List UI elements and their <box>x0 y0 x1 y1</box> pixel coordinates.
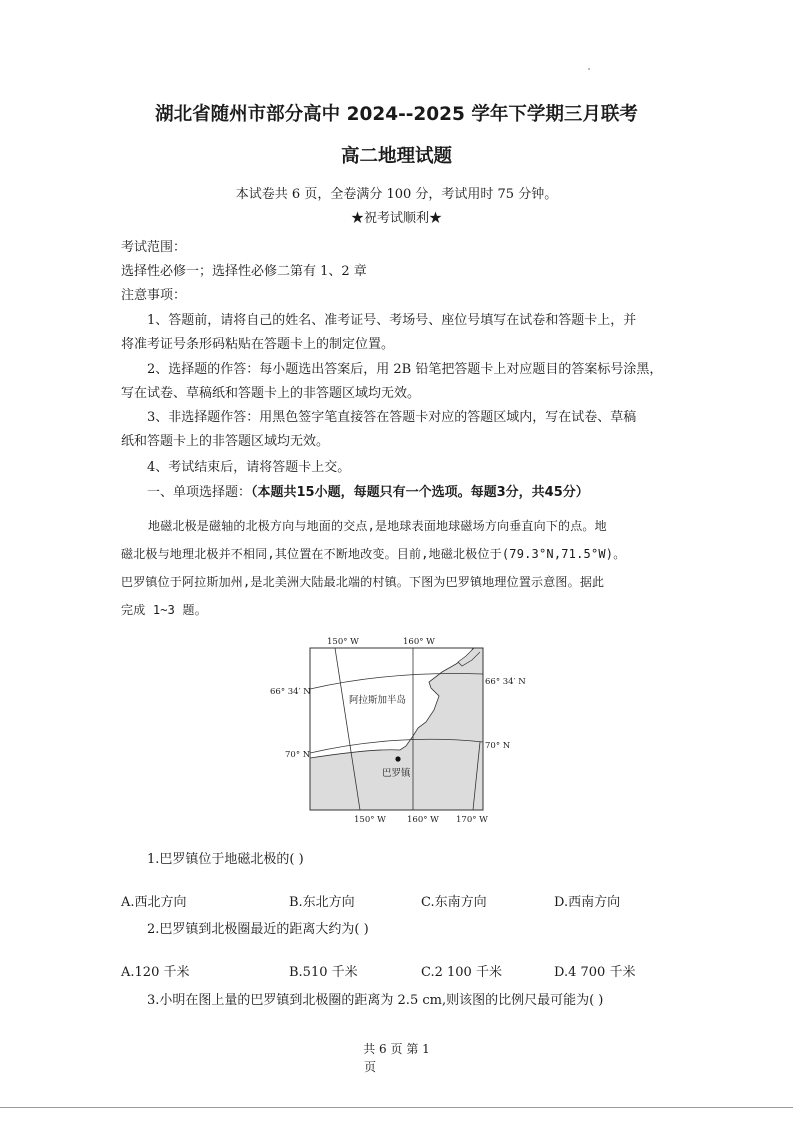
note-2-line-1: 2、选择题的作答：每小题选出答案后，用 2B 铅笔把答题卡上对应题目的答案标号涂黑， <box>147 362 663 377</box>
barrow-location-map <box>266 632 526 828</box>
exam-info: 本试卷共 6 页，全卷满分 100 分，考试用时 75 分钟。 <box>235 187 558 202</box>
question-1-stem: 1.巴罗镇位于地磁北极的( ) <box>147 852 304 867</box>
scope-content: 选择性必修一；选择性必修二第有 1、2 章 <box>121 264 367 279</box>
exam-subtitle: 高二地理试题 <box>340 146 452 167</box>
page-footer-line-2: 页 <box>363 1060 376 1074</box>
left-lat-arctic: 66° 34′ N <box>270 687 311 697</box>
passage-line-4: 完成 1~3 题。 <box>121 603 207 617</box>
section-prefix: 一、单项选择题： <box>147 485 252 500</box>
question-2-stem: 2.巴罗镇到北极圈最近的距离大约为( ) <box>147 922 369 937</box>
page-bottom-rule <box>0 1107 793 1108</box>
note-3-line-1: 3、非选择题作答：用黑色签字笔直接答在答题卡对应的答题区域内，写在试卷、草稿 <box>147 410 637 425</box>
bottom-lon-160: 160° W <box>407 815 439 825</box>
q1-option-d: D.西南方向 <box>554 895 621 910</box>
scope-label: 考试范围： <box>121 240 187 255</box>
right-lat-70: 70° N <box>485 741 511 751</box>
barrow-town-dot <box>395 756 400 761</box>
q1-option-c: C.东南方向 <box>421 895 487 910</box>
question-3-stem: 3.小明在图上量的巴罗镇到北极圈的距离为 2.5 cm,则该图的比例尺最可能为( ) <box>147 993 604 1008</box>
top-lon-160: 160° W <box>403 637 435 647</box>
notes-label: 注意事项： <box>121 288 187 303</box>
note-4: 4、考试结束后，请将答题卡上交。 <box>147 460 351 475</box>
section-rule: （本题共15小题，每题只有一个选项。每题3分，共45分） <box>251 485 589 500</box>
right-lat-arctic: 66° 34′ N <box>485 677 526 687</box>
note-1-line-1: 1、答题前，请将自己的姓名、准考证号、考场号、座位号填写在试卷和答题卡上，并 <box>147 313 637 328</box>
barrow-town-label: 巴罗镇 <box>382 768 411 779</box>
good-luck-line: ★祝考试顺利★ <box>350 211 442 226</box>
section-heading <box>147 481 589 500</box>
note-1-line-2: 将准考证号条形码粘贴在答题卡上的制定位置。 <box>121 337 395 352</box>
passage-line-1: 地磁北极是磁轴的北极方向与地面的交点,是地球表面地球磁场方向垂直向下的点。地 <box>148 519 607 533</box>
land-mass <box>310 646 486 812</box>
q2-option-b: B.510 千米 <box>289 965 358 980</box>
q2-option-c: C.2 100 千米 <box>421 965 502 980</box>
top-lon-150: 150° W <box>327 637 359 647</box>
bottom-lon-150: 150° W <box>354 815 386 825</box>
alaska-peninsula-label: 阿拉斯加半岛 <box>349 695 407 706</box>
passage-line-3: 巴罗镇位于阿拉斯加州,是北美洲大陆最北端的村镇。下图为巴罗镇地理位置示意图。据此 <box>121 575 605 589</box>
q1-option-b: B.东北方向 <box>289 895 355 910</box>
note-3-line-2: 纸和答题卡上的非答题区域均无效。 <box>121 434 330 449</box>
note-2-line-2: 写在试卷、草稿纸和答题卡上的非答题区域均无效。 <box>121 386 421 401</box>
left-lat-70: 70° N <box>285 750 311 760</box>
bottom-lon-170: 170° W <box>456 815 488 825</box>
q1-option-a: A.西北方向 <box>121 895 187 910</box>
q2-option-a: A.120 千米 <box>121 965 190 980</box>
page-footer-line-1: 共 6 页 第 1 <box>363 1042 430 1056</box>
scan-speck <box>588 68 590 70</box>
passage-line-2: 磁北极与地理北极并不相同,其位置在不断地改变。目前,地磁北极位于(79.3°N,71.5°W)。 <box>121 547 626 561</box>
exam-title: 湖北省随州市部分高中 2024--2025 学年下学期三月联考 <box>155 104 638 125</box>
q2-option-d: D.4 700 千米 <box>554 965 636 980</box>
